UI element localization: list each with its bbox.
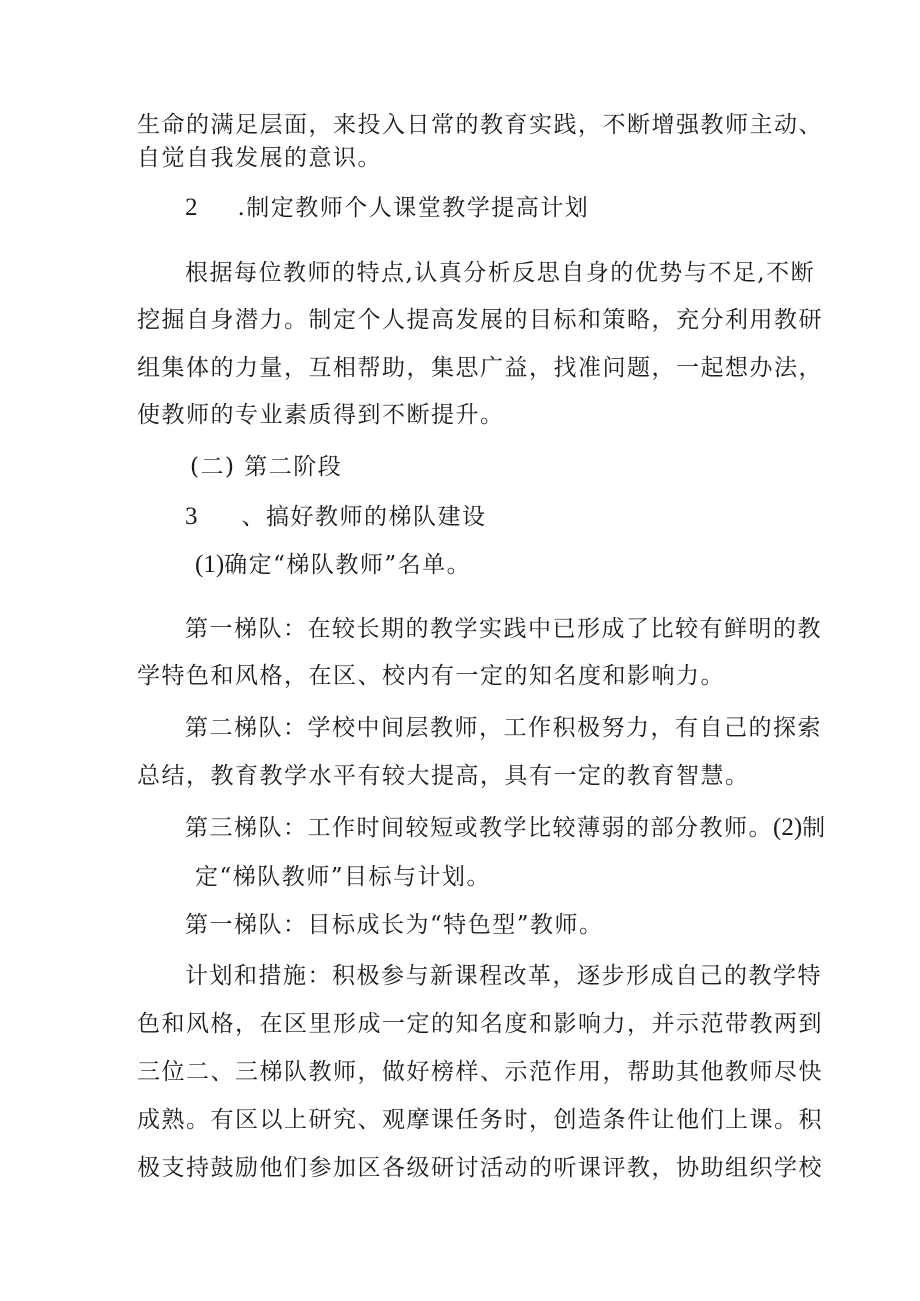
paragraph-line: 使教师的专业素质得到不断提升。: [137, 402, 505, 428]
section-heading-3: [185, 502, 487, 532]
stage-heading: (二) 第二阶段: [190, 454, 343, 480]
paragraph-line: 三位二、三梯队教师，做好榜样、示范作用，帮助其他教师尽快: [137, 1059, 823, 1085]
paragraph-line: 组集体的力量，互相帮助，集思广益，找准问题，一起想办法，: [137, 355, 823, 381]
line-tail: 制: [802, 815, 827, 841]
paragraph-line: 挖掘自身潜力。制定个人提高发展的目标和策略，充分利用教研: [137, 307, 823, 333]
paragraph-line: 学特色和风格，在区、校内有一定的知名度和影响力。: [137, 663, 725, 689]
paragraph-line: 极支持鼓励他们参加区各级研讨活动的听课评教，协助组织学校: [137, 1155, 823, 1181]
heading-number: 2: [185, 194, 198, 221]
paragraph-line: 第一梯队：目标成长为“特色型”教师。: [185, 912, 604, 938]
subsection-number: (2): [773, 814, 803, 841]
section-heading-2: [185, 193, 589, 223]
subsection-heading: [195, 550, 471, 580]
subsection-text: 确定“梯队教师”名单。: [224, 552, 472, 578]
paragraph-line: 自觉自我发展的意识。: [137, 145, 382, 171]
paragraph-line: 根据每位教师的特点,认真分析反思自身的优势与不足,不断: [185, 260, 816, 286]
paragraph-line: 第一梯队：在较长期的教学实践中已形成了比较有鲜明的教: [185, 616, 822, 642]
paragraph-line: 计划和措施：积极参与新课程改革，逐步形成自己的教学特: [185, 963, 822, 989]
subsection-number: (1): [195, 551, 225, 578]
paragraph-line: 总结，教育教学水平有较大提高，具有一定的教育智慧。: [137, 763, 750, 789]
heading-text: 、搞好教师的梯队建设: [241, 504, 487, 530]
paragraph-line: [185, 813, 827, 843]
paragraph-line: 第二梯队：学校中间层教师，工作积极努力，有自己的探索: [185, 715, 822, 741]
heading-number: 3: [185, 503, 198, 530]
paragraph-line: 生命的满足层面，来投入日常的教育实践，不断增强教师主动、: [137, 112, 823, 138]
line-text: 第三梯队：工作时间较短或教学比较薄弱的部分教师。: [185, 815, 773, 841]
paragraph-line: 定“梯队教师”目标与计划。: [195, 864, 492, 890]
paragraph-line: 色和风格，在区里形成一定的知名度和影响力，并示范带教两到: [137, 1011, 823, 1037]
heading-text: .制定教师个人课堂教学提高计划: [237, 195, 590, 221]
paragraph-line: 成熟。有区以上研究、观摩课任务时，创造条件让他们上课。积: [137, 1107, 823, 1133]
